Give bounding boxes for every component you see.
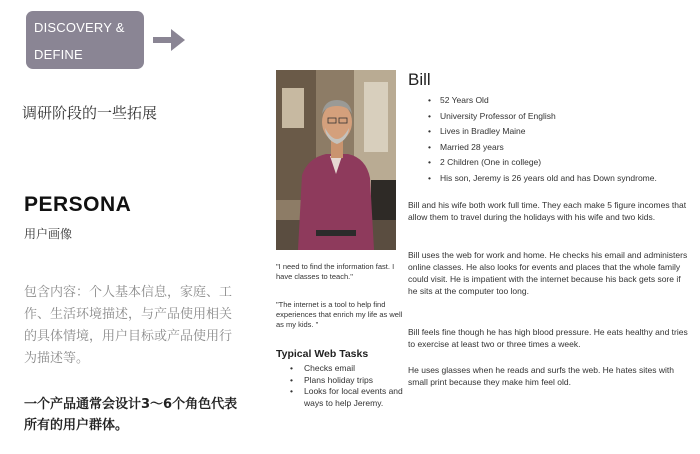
stage-badge (26, 11, 144, 69)
section-subtitle: 用户画像 (24, 227, 73, 241)
persona-note: 一个产品通常会设计3～6个角色代表所有的用户群体。 (24, 397, 238, 433)
list-item: • Looks for local events and ways to help Jeremy. (288, 386, 408, 409)
list-item: • University Professor of English (428, 110, 688, 126)
list-item: • 2 Children (One in college) (428, 156, 688, 172)
persona-photo (276, 70, 396, 250)
list-item: • 52 Years Old (428, 94, 688, 110)
stage-label-line1: DISCOVERY & (34, 20, 125, 35)
persona-quote-1: "I need to find the information fast. I have classes to teach." (276, 262, 395, 281)
persona-facts (428, 94, 688, 187)
arrow-right-icon (153, 28, 187, 52)
stage-label-line2: DEFINE (34, 47, 83, 62)
persona-paragraph-1: Bill and his wife both work full time. They each make 5 figure incomes that allow them to travel during the holidays with his wife and two kids. (408, 200, 687, 222)
persona-quote-2: "The internet is a tool to help find experiences that enrich my life as well as my kids. " (276, 300, 403, 329)
persona-name: Bill (408, 70, 431, 89)
tasks-list (288, 363, 408, 409)
persona-paragraph-4: He uses glasses when he reads and surfs the web. He hates sites with small print because they make him feel old. (408, 365, 675, 387)
tasks-heading: Typical Web Tasks (276, 348, 369, 360)
persona-description: 包含内容：个人基本信息，家庭、工作、生活环境描述，与产品使用相关的具体情境，用户目标或产品使用行为描述等。 (24, 285, 233, 366)
list-item: • Lives in Bradley Maine (428, 125, 688, 141)
persona-paragraph-2: Bill uses the web for work and home. He checks his email and administers online classes. He also looks for events and places that the whole family could visit. He is impatient with the internet because his back gets sore if he sits at the computer too long. (408, 250, 688, 296)
list-item: • His son, Jeremy is 26 years old and has Down syndrome. (428, 172, 688, 188)
list-item: • Plans holiday trips (288, 375, 408, 387)
page-subtitle: 调研阶段的一些拓展 (22, 104, 158, 122)
section-title: PERSONA (24, 193, 132, 216)
list-item: • Checks email (288, 363, 408, 375)
list-item: • Married 28 years (428, 141, 688, 157)
persona-paragraph-3: Bill feels fine though he has high blood pressure. He eats healthy and tries to exercise at least two or three times a week. (408, 327, 688, 349)
